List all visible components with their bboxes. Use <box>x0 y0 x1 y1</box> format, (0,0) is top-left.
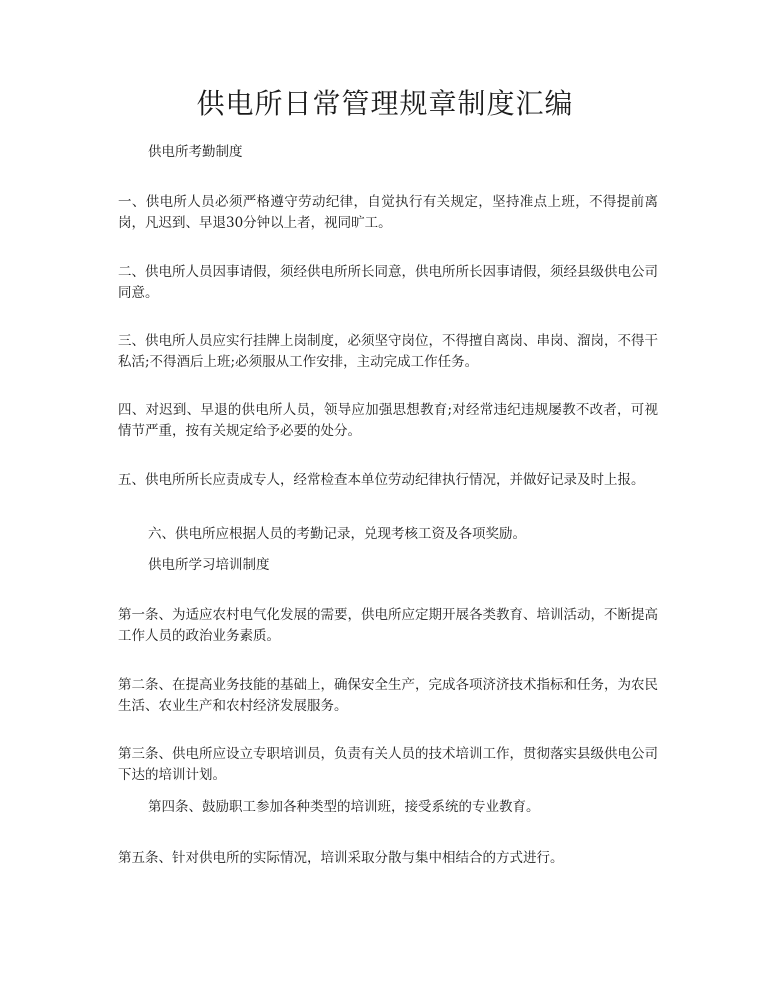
training-item-3: 第三条、供电所应设立专职培训员，负责有关人员的技术培训工作，贯彻落实县级供电公司下达的培训计划。 <box>118 746 658 783</box>
attendance-item-5: 五、供电所所长应责成专人，经常检查本单位劳动纪律执行情况，并做好记录及时上报。 <box>118 472 645 488</box>
training-item-2: 第二条、在提高业务技能的基础上，确保安全生产，完成各项济济技术指标和任务，为农民生活、农业生产和农村经济发展服务。 <box>118 677 658 714</box>
section-heading-attendance: 供电所考勤制度 <box>148 144 243 160</box>
attendance-item-2: 二、供电所人员因事请假，须经供电所所长同意，供电所所长因事请假，须经县级供电公司同意。 <box>118 264 658 301</box>
training-item-5: 第五条、针对供电所的实际情况，培训采取分散与集中相结合的方式进行。 <box>118 850 564 866</box>
training-item-1: 第一条、为适应农村电气化发展的需要，供电所应定期开展各类教育、培训活动，不断提高工作人员的政治业务素质。 <box>118 607 658 644</box>
attendance-item-1: 一、供电所人员必须严格遵守劳动纪律，自觉执行有关规定，坚持准点上班，不得提前离岗，凡迟到、早退30分钟以上者，视同旷工。 <box>118 194 658 231</box>
training-item-4: 第四条、鼓励职工参加各种类型的培训班，接受系统的专业教育。 <box>148 799 540 815</box>
document-title: 供电所日常管理规章制度汇编 <box>196 87 574 120</box>
attendance-item-6: 六、供电所应根据人员的考勤记录，兑现考核工资及各项奖励。 <box>148 526 526 542</box>
attendance-item-4: 四、对迟到、早退的供电所人员，领导应加强思想教育;对经常违纪违规屡教不改者，可视情节严重，按有关规定给予必要的处分。 <box>118 402 658 439</box>
section-heading-training: 供电所学习培训制度 <box>148 557 270 573</box>
attendance-item-3: 三、供电所人员应实行挂牌上岗制度，必须坚守岗位，不得擅自离岗、串岗、溜岗，不得干私活;不得酒后上班;必须服从工作安排，主动完成工作任务。 <box>118 333 658 370</box>
